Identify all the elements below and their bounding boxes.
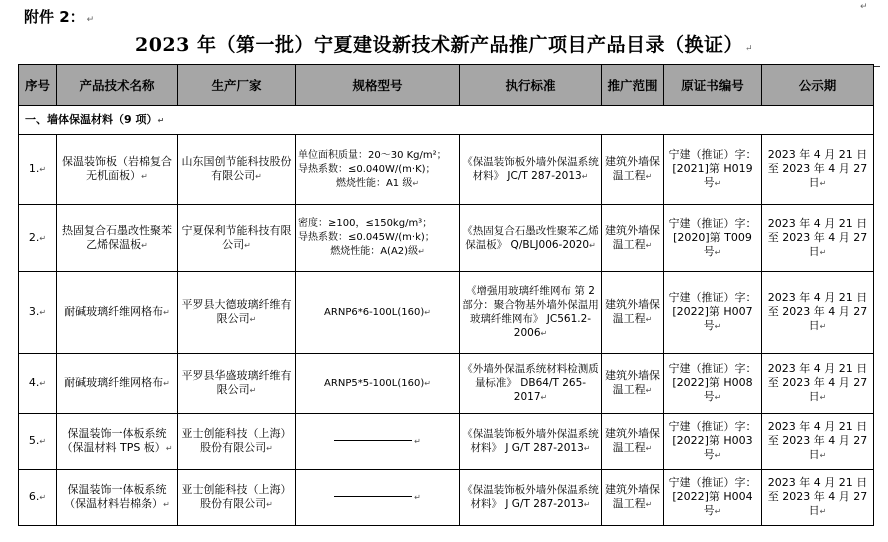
cell-index: 5.↵ xyxy=(19,414,57,470)
paragraph-mark-icon: ↵ xyxy=(39,165,47,174)
paragraph-mark-icon: ↵ xyxy=(819,393,827,402)
paragraph-mark-icon: ↵ xyxy=(714,451,722,460)
section-title: 一、墙体保温材料（9 项）↵ xyxy=(19,106,874,135)
cell-product-name: 耐碱玻璃纤维网格布↵ xyxy=(57,272,178,354)
header-index: 序号 xyxy=(19,65,57,106)
cell-index: 2.↵ xyxy=(19,205,57,272)
header-scope: 推广范围 xyxy=(602,65,664,106)
paragraph-mark-icon: ↵ xyxy=(39,308,47,317)
paragraph-mark-icon: ↵ xyxy=(589,240,596,250)
paragraph-mark-icon: ↵ xyxy=(645,240,653,250)
cell-period: 2023 年 4 月 21 日至 2023 年 4 月 27 日↵ xyxy=(762,135,874,205)
paragraph-mark-icon: ↵ xyxy=(414,492,421,502)
paragraph-mark-icon: ↵ xyxy=(39,437,47,446)
cell-product-name: 保温装饰一体板系统（保温材料 TPS 板）↵ xyxy=(57,414,178,470)
paragraph-mark-icon: ↵ xyxy=(714,393,722,402)
paragraph-mark-icon: ↵ xyxy=(819,507,827,516)
table-row xyxy=(19,205,874,272)
cell-product-name: 耐碱玻璃纤维网格布↵ xyxy=(57,354,178,414)
cell-standard: 《外墙外保温系统材料检测质量标准》 DB64/T 265-2017↵ xyxy=(460,354,602,414)
cell-spec xyxy=(296,354,460,414)
cell-period: 2023 年 4 月 21 日至 2023 年 4 月 27 日↵ xyxy=(762,272,874,354)
paragraph-mark-icon: ↵ xyxy=(819,322,827,331)
cell-scope: 建筑外墙保温工程↵ xyxy=(602,414,664,470)
paragraph-mark-icon: ↵ xyxy=(819,247,827,257)
cell-product-name: 保温装饰一体板系统（保温材料岩棉条）↵ xyxy=(57,470,178,526)
spec-line: 导热系数：≤0.040W/(m·K)； xyxy=(298,163,436,175)
cell-manufacturer: 山东国创节能科技股份有限公司↵ xyxy=(178,135,296,205)
cell-product-name: 保温装饰板（岩棉复合无机面板）↵ xyxy=(57,135,178,205)
cell-period: 2023 年 4 月 21 日至 2023 年 4 月 27 日↵ xyxy=(762,205,874,272)
cell-standard: 《保温装饰板外墙外保温系统材料》 JC/T 287-2013↵ xyxy=(460,135,602,205)
cell-spec xyxy=(296,135,460,205)
spec-line: 燃烧性能：A(A2)级↵ xyxy=(330,246,425,257)
paragraph-mark-icon: ↵ xyxy=(714,507,722,516)
blank-line xyxy=(334,496,412,497)
cell-cert: 宁建（推证）字：[2022]第 H004 号↵ xyxy=(664,470,762,526)
cell-standard: 《保温装饰板外墙外保温系统材料》 J G/T 287-2013↵ xyxy=(460,414,602,470)
paragraph-mark-icon: ↵ xyxy=(165,444,173,453)
paragraph-mark-icon: ↵ xyxy=(86,15,95,25)
table-row xyxy=(19,272,874,354)
paragraph-mark-icon: ↵ xyxy=(412,178,420,188)
paragraph-mark-icon: ↵ xyxy=(540,329,548,338)
paragraph-mark-icon: ↵ xyxy=(141,240,148,250)
cell-spec xyxy=(296,414,460,470)
paragraph-mark-icon: ↵ xyxy=(714,247,722,257)
attachment-label: 附件 2： ↵ xyxy=(24,8,95,26)
paragraph-mark-icon: ↵ xyxy=(163,308,170,317)
cell-manufacturer: 亚士创能科技（上海）股份有限公司↵ xyxy=(178,470,296,526)
paragraph-mark-icon: ↵ xyxy=(163,379,170,388)
paragraph-mark-icon: ↵ xyxy=(163,500,170,509)
cell-index: 3.↵ xyxy=(19,272,57,354)
paragraph-mark-icon: ↵ xyxy=(819,451,827,460)
cell-spec xyxy=(296,470,460,526)
margin-corner-marker xyxy=(873,66,880,79)
header-product-name: 产品技术名称 xyxy=(57,65,178,106)
header-standard: 执行标准 xyxy=(460,65,602,106)
cell-product-name: 热固复合石墨改性聚苯乙烯保温板↵ xyxy=(57,205,178,272)
cell-manufacturer: 宁夏保利节能科技有限公司↵ xyxy=(178,205,296,272)
paragraph-mark-icon: ↵ xyxy=(39,379,47,388)
cell-period: 2023 年 4 月 21 日至 2023 年 4 月 27 日↵ xyxy=(762,470,874,526)
paragraph-mark-icon: ↵ xyxy=(645,315,653,324)
cell-cert: 宁建（推证）字：[2022]第 H003 号↵ xyxy=(664,414,762,470)
cell-spec xyxy=(296,272,460,354)
paragraph-mark-icon: ↵ xyxy=(249,386,257,395)
paragraph-mark-icon: ↵ xyxy=(266,500,273,509)
paragraph-mark-icon: ↵ xyxy=(860,2,868,12)
paragraph-mark-icon: ↵ xyxy=(581,172,589,181)
paragraph-mark-icon: ↵ xyxy=(424,378,431,388)
cell-period: 2023 年 4 月 21 日至 2023 年 4 月 27 日↵ xyxy=(762,414,874,470)
cell-index: 6.↵ xyxy=(19,470,57,526)
header-spec: 规格型号 xyxy=(296,65,460,106)
table-row xyxy=(19,470,874,526)
paragraph-mark-icon: ↵ xyxy=(645,444,653,453)
cell-scope: 建筑外墙保温工程↵ xyxy=(602,135,664,205)
cell-standard: 《保温装饰板外墙外保温系统材料》 J G/T 287-2013↵ xyxy=(460,470,602,526)
table-row xyxy=(19,414,874,470)
cell-spec xyxy=(296,205,460,272)
paragraph-mark-icon: ↵ xyxy=(141,172,148,181)
paragraph-mark-icon: ↵ xyxy=(244,240,251,250)
spec-line: 燃烧性能：A1 级↵ xyxy=(335,177,420,189)
cell-cert: 宁建（推证）字：[2022]第 H008 号↵ xyxy=(664,354,762,414)
spec-line: 密度：≥100，≤150kg/m³； xyxy=(298,218,433,229)
paragraph-mark-icon: ↵ xyxy=(249,315,257,324)
cell-period: 2023 年 4 月 21 日至 2023 年 4 月 27 日↵ xyxy=(762,354,874,414)
cell-scope: 建筑外墙保温工程↵ xyxy=(602,272,664,354)
paragraph-mark-icon: ↵ xyxy=(39,493,47,502)
paragraph-mark-icon: ↵ xyxy=(255,172,262,181)
spec-line: 导热系数：≤0.045W/(m·k)； xyxy=(298,232,435,243)
product-catalog-table xyxy=(18,64,874,526)
paragraph-mark-icon: ↵ xyxy=(414,436,421,446)
paragraph-mark-icon: ↵ xyxy=(583,444,591,453)
cell-cert: 宁建（推证）字：[2021]第 H019 号↵ xyxy=(664,135,762,205)
paragraph-mark-icon: ↵ xyxy=(645,500,653,509)
cell-cert: 宁建（推证）字：[2020]第 T009 号↵ xyxy=(664,205,762,272)
cell-manufacturer: 亚士创能科技（上海）股份有限公司↵ xyxy=(178,414,296,470)
paragraph-mark-icon: ↵ xyxy=(714,322,722,331)
document-title: 2023 年（第一批）宁夏建设新技术新产品推广项目产品目录（换证） ↵ xyxy=(134,34,754,56)
spec-line: ARNP6*6-100L(160)↵ xyxy=(324,306,431,318)
cell-scope: 建筑外墙保温工程↵ xyxy=(602,470,664,526)
paragraph-mark-icon: ↵ xyxy=(39,233,47,243)
cell-standard: 《热固复合石墨改性聚苯乙烯保温板》 Q/BLJ006-2020↵ xyxy=(460,205,602,272)
paragraph-mark-icon: ↵ xyxy=(583,500,591,509)
spec-line: 单位面积质量：20～30 Kg/m²； xyxy=(298,149,447,161)
cell-scope: 建筑外墙保温工程↵ xyxy=(602,354,664,414)
paragraph-mark-icon: ↵ xyxy=(819,179,827,188)
paragraph-mark-icon: ↵ xyxy=(418,247,425,256)
cell-manufacturer: 平罗县华盛玻璃纤维有限公司↵ xyxy=(178,354,296,414)
table-header-row xyxy=(19,65,874,106)
cell-manufacturer: 平罗县大德玻璃纤维有限公司↵ xyxy=(178,272,296,354)
spec-line: ARNP5*5-100L(160)↵ xyxy=(324,377,431,389)
cell-standard: 《增强用玻璃纤维网布 第 2 部分：聚合物基外墙外保温用玻璃纤维网布》 JC561.2-2006↵ xyxy=(460,272,602,354)
blank-line xyxy=(334,440,412,441)
paragraph-mark-icon: ↵ xyxy=(645,172,653,181)
table-row xyxy=(19,354,874,414)
cell-index: 4.↵ xyxy=(19,354,57,414)
paragraph-mark-icon: ↵ xyxy=(744,44,754,54)
cell-index: 1.↵ xyxy=(19,135,57,205)
section-row xyxy=(19,106,874,135)
header-manufacturer: 生产厂家 xyxy=(178,65,296,106)
paragraph-mark-icon: ↵ xyxy=(540,393,548,402)
paragraph-mark-icon: ↵ xyxy=(645,386,653,395)
table-row xyxy=(19,135,874,205)
paragraph-mark-icon: ↵ xyxy=(424,307,431,317)
header-cert: 原证书编号 xyxy=(664,65,762,106)
header-period: 公示期 xyxy=(762,65,874,106)
cell-cert: 宁建（推证）字：[2022]第 H007 号↵ xyxy=(664,272,762,354)
paragraph-mark-icon: ↵ xyxy=(714,179,722,188)
paragraph-mark-icon: ↵ xyxy=(266,444,273,453)
cell-scope: 建筑外墙保温工程↵ xyxy=(602,205,664,272)
